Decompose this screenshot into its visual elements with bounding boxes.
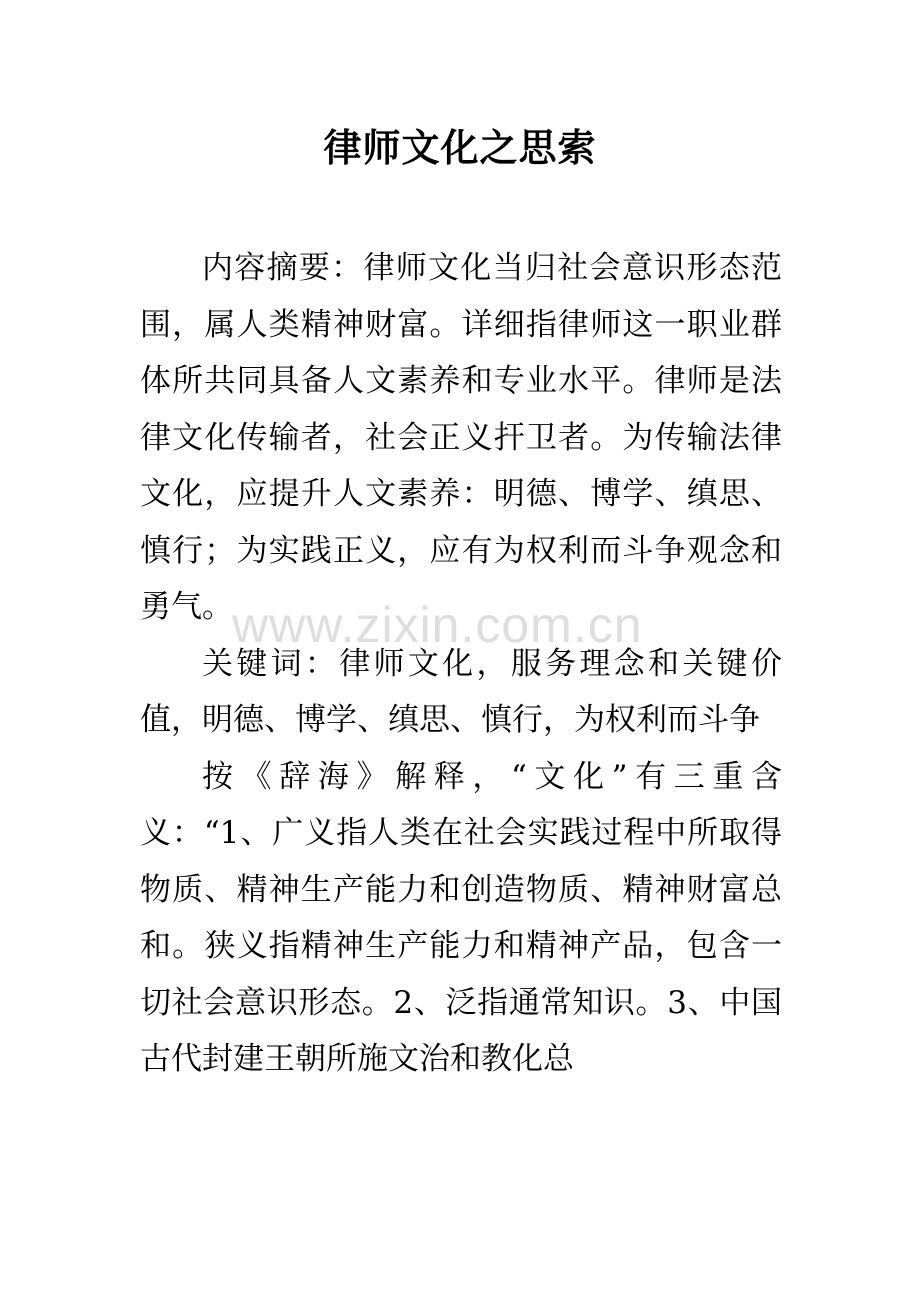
keywords-paragraph: 关键词：律师文化，服务理念和关键价值，明德、博学、缜思、慎行，为权利而斗争 [140, 645, 782, 738]
body-paragraph: 按《辞海》解释，“文化”有三重含义：“1、广义指人类在社会实践过程中所取得物质、精神生产能力和创造物质、精神财富总和。狭义指精神生产能力和精神产品，包含一切社会意识形态。2、泛指通常知识。3、中国古代封建王朝所施文治和教化总 [140, 758, 782, 1077]
abstract-paragraph: 内容摘要：律师文化当归社会意识形态范围，属人类精神财富。详细指律师这一职业群体所共同具备人文素养和专业水平。律师是法律文化传输者，社会正义扞卫者。为传输法律文化，应提升人文素养：明德、博学、缜思、慎行；为实践正义，应有为权利而斗争观念和勇气。 [140, 250, 782, 625]
document-title: 律师文化之思索 [323, 125, 597, 170]
watermark: www.zixin.com.cn [232, 597, 643, 653]
document-body [140, 240, 782, 1088]
